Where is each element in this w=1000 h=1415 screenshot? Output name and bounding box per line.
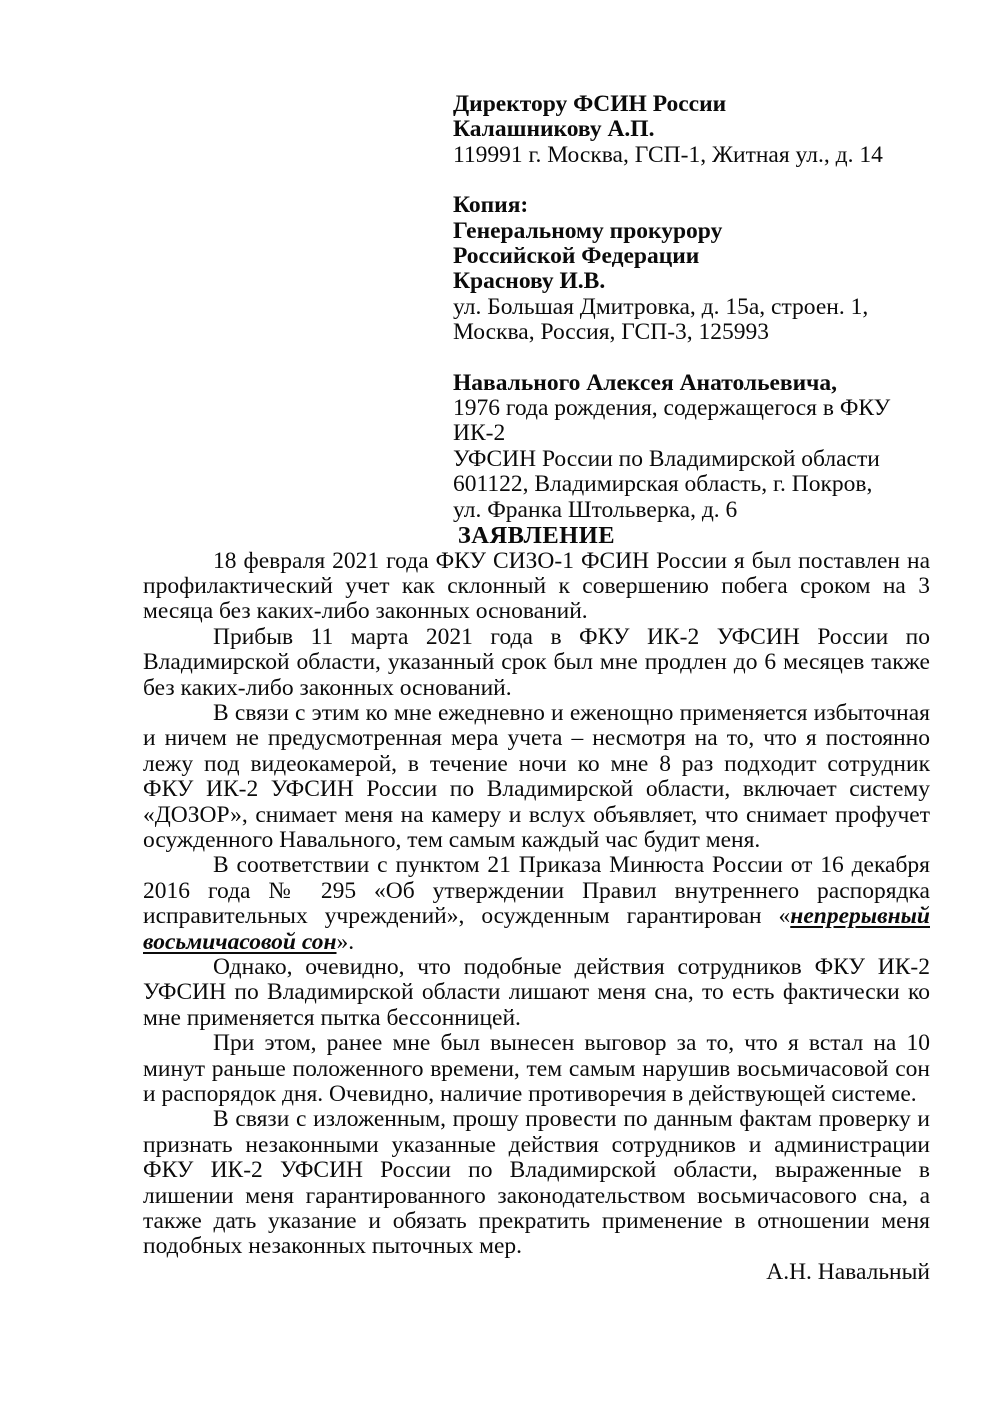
underlined-phrase: непрерывный восьмичасовой сон <box>143 903 930 955</box>
recipient-address-line: 119991 г. Москва, ГСП-1, Житная ул., д. 14 <box>453 141 883 168</box>
copy-address-line: ул. Большая Дмитровка, д. 15а, строен. 1, <box>453 293 869 320</box>
sender-address-line: 601122, Владимирская область, г. Покров, <box>453 471 873 498</box>
copy-block <box>453 193 930 345</box>
paragraph-1: 18 февраля 2021 года ФКУ СИЗО-1 ФСИН России я был поставлен на профилактический учет как склонный к совершению побега сроком на 3 месяца без каких-либо законных оснований. <box>143 547 930 625</box>
sender-block <box>453 371 930 523</box>
paragraph-3: В связи с этим ко мне ежедневно и еженощно применяется избыточная и ничем не предусмотренная мера учета – несмотря на то, что я постоянно лежу под видеокамерой, в течение ночи ко мне 8 раз подходит сотрудник ФКУ ИК-2 УФСИН России по Владимирской области, включает систему «ДОЗОР», снимает меня на камеру и вслух объявляет, что снимает профучет осужденного Навального, тем самым каждый час будит меня. <box>143 699 930 853</box>
copy-address-line: Москва, Россия, ГСП-3, 125993 <box>453 319 770 346</box>
sender-address-line: ул. Франка Штольверка, д. 6 <box>453 496 738 523</box>
letter-body <box>143 549 930 1260</box>
paragraph-4-after: ». <box>336 928 355 955</box>
recipient-line: Калашникову А.П. <box>453 116 655 143</box>
paragraph-4 <box>143 853 930 955</box>
copy-line: Краснову И.В. <box>453 268 606 295</box>
sender-line: 1976 года рождения, содержащегося в ФКУ ИК-2 <box>453 395 891 447</box>
recipient-block <box>453 92 930 168</box>
sender-line: УФСИН России по Владимирской области <box>453 445 880 472</box>
paragraph-5: Однако, очевидно, что подобные действия сотрудников ФКУ ИК-2 УФСИН по Владимирской области лишают меня сна, то есть фактически ко мне применяется пытка бессонницей. <box>143 954 930 1031</box>
copy-label: Копия: <box>453 192 529 219</box>
paragraph-2: Прибыв 11 марта 2021 года в ФКУ ИК-2 УФСИН России по Владимирской области, указанный срок был мне продлен до 6 месяцев также без каких-либо законных оснований. <box>143 623 930 701</box>
paragraph-4-before: В соответствии с пунктом 21 Приказа Минюста России от 16 декабря 2016 года № 295 «Об утверждении Правил внутреннего распорядка исправительных учреждений», осужденным гарантирован « <box>143 852 930 930</box>
signature: А.Н. Навальный <box>766 1258 930 1285</box>
copy-line: Российской Федерации <box>453 243 700 270</box>
copy-line: Генеральному прокурору <box>453 217 723 244</box>
recipient-line: Директору ФСИН России <box>453 91 727 117</box>
paragraph-6: При этом, ранее мне был вынесен выговор за то, что я встал на 10 минут раньше положенного времени, тем самым нарушив восьмичасовой сон и распорядок дня. Очевидно, наличие противоречия в действующей системе. <box>143 1030 930 1108</box>
document-title: ЗАЯВЛЕНИЕ <box>457 522 616 550</box>
paragraph-7: В связи с изложенным, прошу провести по данным фактам проверку и признать незаконными указанные действия сотрудников и администрации ФКУ ИК-2 УФСИН России по Владимирской области, выраженные в лишении меня гарантированного законодательством восьмичасового сна, а также дать указание и обязать прекратить применение в отношении меня подобных незаконных пыточных мер. <box>143 1106 930 1260</box>
sender-name: Навального Алексея Анатольевича, <box>453 369 838 396</box>
